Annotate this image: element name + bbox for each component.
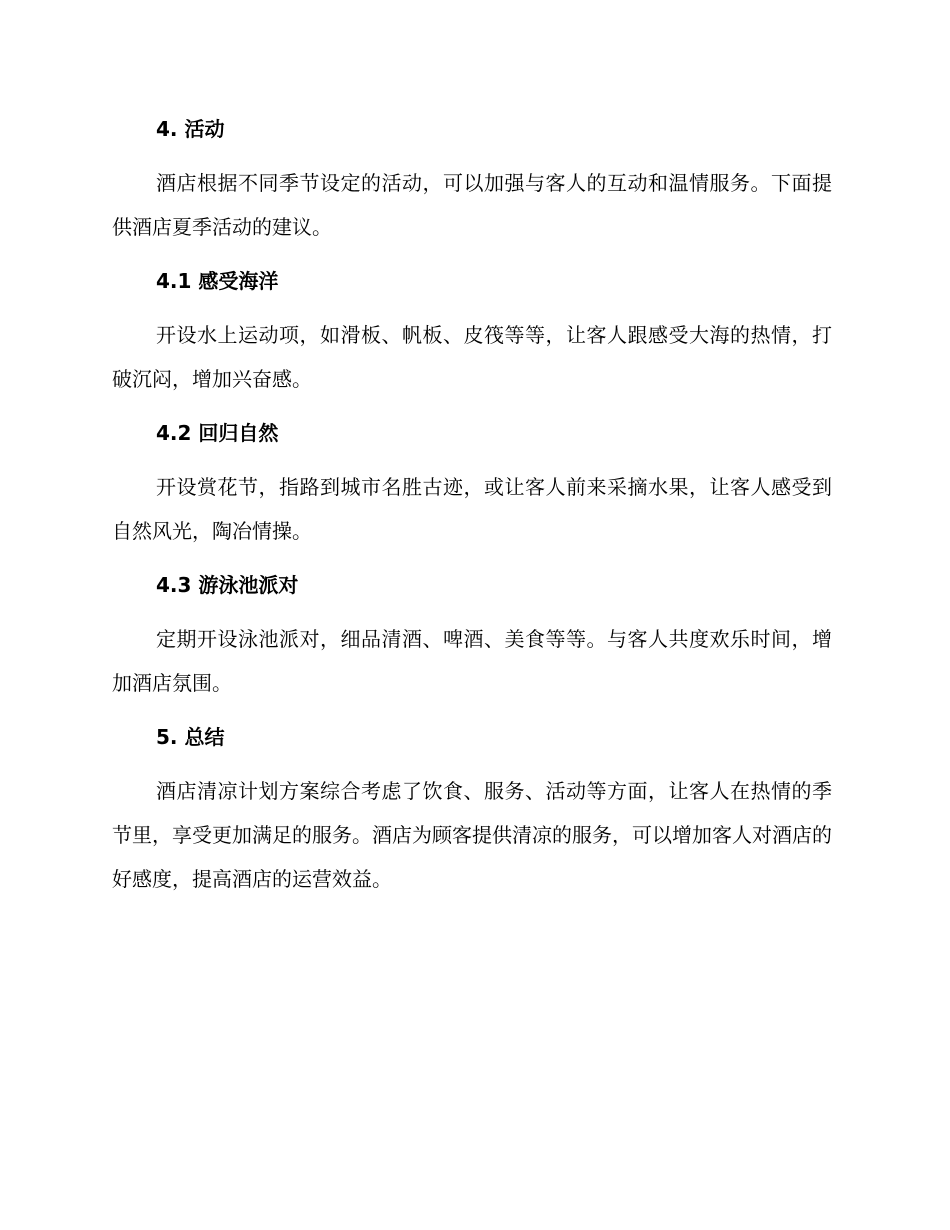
section-paragraph-ocean: 开设水上运动项，如滑板、帆板、皮筏等等，让客人跟感受大海的热情，打破沉闷，增加兴奋感。: [112, 323, 832, 391]
section-heading-activities: 4. 活动: [156, 117, 225, 141]
document-body: [112, 112, 832, 901]
section-heading-pool-party: 4.3 游泳池派对: [156, 573, 299, 597]
section-paragraph-summary: 酒店清凉计划方案综合考虑了饮食、服务、活动等方面，让客人在热情的季节里，享受更加满足的服务。酒店为顾客提供清凉的服务，可以增加客人对酒店的好感度，提高酒店的运营效益。: [112, 779, 832, 891]
section-heading-ocean: 4.1 感受海洋: [156, 269, 279, 293]
section-heading-summary: 5. 总结: [156, 725, 225, 749]
section-heading-nature: 4.2 回归自然: [156, 421, 279, 445]
section-paragraph-activities: 酒店根据不同季节设定的活动，可以加强与客人的互动和温情服务。下面提供酒店夏季活动的建议。: [112, 171, 832, 239]
section-paragraph-pool-party: 定期开设泳池派对，细品清酒、啤酒、美食等等。与客人共度欢乐时间，增加酒店氛围。: [112, 627, 832, 695]
section-paragraph-nature: 开设赏花节，指路到城市名胜古迹，或让客人前来采摘水果，让客人感受到自然风光，陶冶情操。: [112, 475, 832, 543]
